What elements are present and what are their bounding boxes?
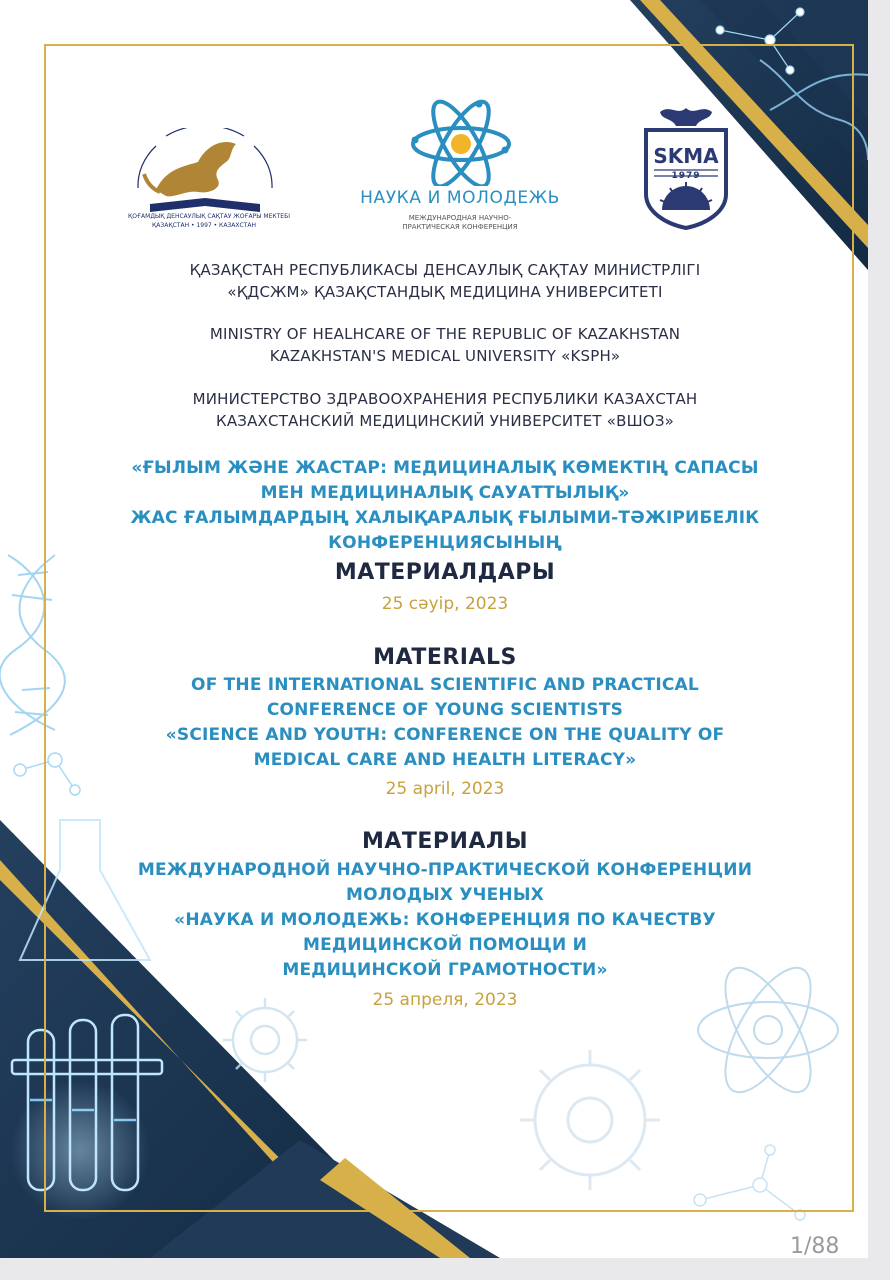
skma-logo-name: SKMA xyxy=(653,144,719,168)
ru-date: 25 апреля, 2023 xyxy=(372,990,518,1010)
ministry-ru-line-2: КАЗАХСТАНСКИЙ МЕДИЦИНСКИЙ УНИВЕРСИТЕТ «ВШОЗ» xyxy=(215,412,675,430)
ministry-en-line-1: MINISTRY OF HEALHCARE OF THE REPUBLIC OF KAZAKHSTAN xyxy=(209,325,681,343)
kz-heading: МАТЕРИАЛДАРЫ xyxy=(334,560,556,585)
ministry-ru-line-1: МИНИСТЕРСТВО ЗДРАВООХРАНЕНИЯ РЕСПУБЛИКИ КАЗАХСТАН xyxy=(192,390,698,408)
en-title-line-1: OF THE INTERNATIONAL SCIENTIFIC AND PRACTICAL xyxy=(191,675,699,695)
page-indicator: 1/88 xyxy=(790,1234,840,1259)
en-date: 25 april, 2023 xyxy=(385,779,505,799)
skma-logo-year: 1979 xyxy=(671,171,701,181)
ksph-logo-year: ҚАЗАҚСТАН • 1997 • КАЗАХСТАН xyxy=(152,222,256,229)
en-title-line-3: «SCIENCE AND YOUTH: CONFERENCE ON THE QUALITY OF xyxy=(165,725,725,745)
ru-title-line-4: МЕДИЦИНСКОЙ ПОМОЩИ И xyxy=(302,935,588,955)
ksph-logo-caption: ҚОҒАМДЫҚ ДЕНСАУЛЫҚ САҚТАУ ЖОҒАРЫ МЕКТЕБІ xyxy=(128,213,290,220)
ru-title-line-5: МЕДИЦИНСКОЙ ГРАМОТНОСТИ» xyxy=(282,960,608,980)
atom-logo-icon xyxy=(405,96,517,186)
skma-shield-logo xyxy=(640,104,732,232)
ru-title-line-1: МЕЖДУНАРОДНОЙ НАУЧНО-ПРАКТИЧЕСКОЙ КОНФЕРЕНЦИИ xyxy=(137,860,753,880)
kz-title-line-3: ЖАС ҒАЛЫМДАРДЫҢ ХАЛЫҚАРАЛЫҚ ҒЫЛЫМИ-ТӘЖІРИБЕЛІК xyxy=(130,508,760,528)
center-logo-subtitle-1: МЕЖДУНАРОДНАЯ НАУЧНО- xyxy=(408,214,512,222)
en-title-line-4: MEDICAL CARE AND HEALTH LITERACY» xyxy=(253,750,637,770)
kz-title-line-4: КОНФЕРЕНЦИЯСЫНЫҢ xyxy=(328,533,562,553)
ministry-en-line-2: KAZAKHSTAN'S MEDICAL UNIVERSITY «KSPH» xyxy=(269,347,621,365)
kz-title-line-1: «ҒЫЛЫМ ЖӘНЕ ЖАСТАР: МЕДИЦИНАЛЫҚ КӨМЕКТІҢ САПАСЫ xyxy=(131,458,759,478)
kz-date: 25 сәуір, 2023 xyxy=(381,594,509,614)
ministry-kz-line-1: ҚАЗАҚСТАН РЕСПУБЛИКАСЫ ДЕНСАУЛЫҚ САҚТАУ МИНИСТРЛІГІ xyxy=(189,261,701,279)
kz-title-line-2: МЕН МЕДИЦИНАЛЫҚ САУАТТЫЛЫҚ» xyxy=(260,483,630,503)
center-logo-title: НАУКА И МОЛОДЕЖЬ xyxy=(360,188,560,208)
ru-title-line-2: МОЛОДЫХ УЧЕНЫХ xyxy=(346,885,544,905)
ministry-kz-line-2: «ҚДСЖМ» ҚАЗАҚСТАНДЫҚ МЕДИЦИНА УНИВЕРСИТЕТІ xyxy=(227,283,663,301)
en-heading: MATERIALS xyxy=(373,645,517,670)
center-logo-subtitle-2: ПРАКТИЧЕСКАЯ КОНФЕРЕНЦИЯ xyxy=(402,223,518,231)
ru-heading: МАТЕРИАЛЫ xyxy=(361,829,529,854)
ru-title-line-3: «НАУКА И МОЛОДЕЖЬ: КОНФЕРЕНЦИЯ ПО КАЧЕСТВУ xyxy=(174,910,716,930)
en-title-line-2: CONFERENCE OF YOUNG SCIENTISTS xyxy=(266,700,624,720)
